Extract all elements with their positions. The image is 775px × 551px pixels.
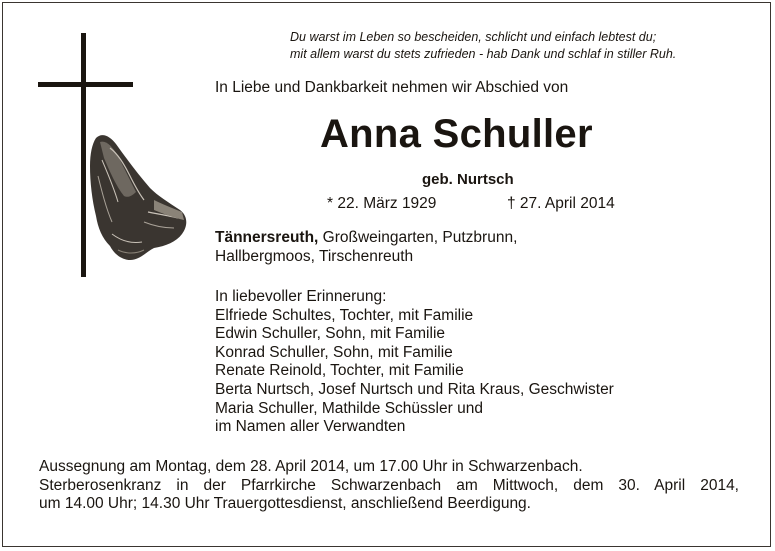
death-date: † 27. April 2014 bbox=[507, 195, 615, 212]
service-details bbox=[39, 458, 739, 514]
deceased-name: Anna Schuller bbox=[320, 112, 593, 156]
mourner-entry: Elfriede Schultes, Tochter, mit Familie bbox=[215, 306, 474, 324]
mourner-entry: Berta Nurtsch, Josef Nurtsch und Rita Kraus, Geschwister bbox=[215, 380, 614, 398]
praying-hands-icon bbox=[88, 130, 190, 265]
mourners-block bbox=[215, 288, 614, 437]
places-line bbox=[215, 229, 517, 248]
mourner-entry: Maria Schuller, Mathilde Schüssler und bbox=[215, 399, 483, 417]
home-village: Tännersreuth, bbox=[215, 229, 319, 246]
mourners-heading: In liebevoller Erinnerung: bbox=[215, 288, 387, 305]
mourner-entry: Konrad Schuller, Sohn, mit Familie bbox=[215, 343, 453, 361]
cross-vertical-beam bbox=[81, 33, 86, 277]
maiden-name: geb. Nurtsch bbox=[422, 171, 514, 188]
places-line: Hallbergmoos, Tirschenreuth bbox=[215, 247, 414, 265]
service-line: Sterberosenkranz in der Pfarrkirche Schwarzenbach am Mittwoch, dem 30. April 2014, bbox=[39, 476, 739, 494]
epitaph-quote bbox=[290, 29, 760, 63]
cross-horizontal-beam bbox=[38, 82, 133, 87]
service-line: um 14.00 Uhr; 14.30 Uhr Trauergottesdienst, anschließend Beerdigung. bbox=[39, 495, 531, 512]
quote-line: Du warst im Leben so bescheiden, schlicht und einfach lebtest du; bbox=[290, 30, 657, 44]
service-line: Aussegnung am Montag, dem 28. April 2014, um 17.00 Uhr in Schwarzenbach. bbox=[39, 458, 583, 475]
mourner-entry: Renate Reinold, Tochter, mit Familie bbox=[215, 362, 464, 380]
mourner-entry: im Namen aller Verwandten bbox=[215, 418, 406, 436]
mourner-entry: Edwin Schuller, Sohn, mit Familie bbox=[215, 325, 446, 343]
intro-text: In Liebe und Dankbarkeit nehmen wir Abschied von bbox=[215, 79, 569, 96]
places-rest: Großweingarten, Putzbrunn, bbox=[318, 229, 518, 246]
quote-line: mit allem warst du stets zufrieden - hab Dank und schlaf in stiller Ruh. bbox=[290, 47, 677, 61]
birth-date: * 22. März 1929 bbox=[327, 195, 437, 212]
places-block bbox=[215, 229, 517, 266]
